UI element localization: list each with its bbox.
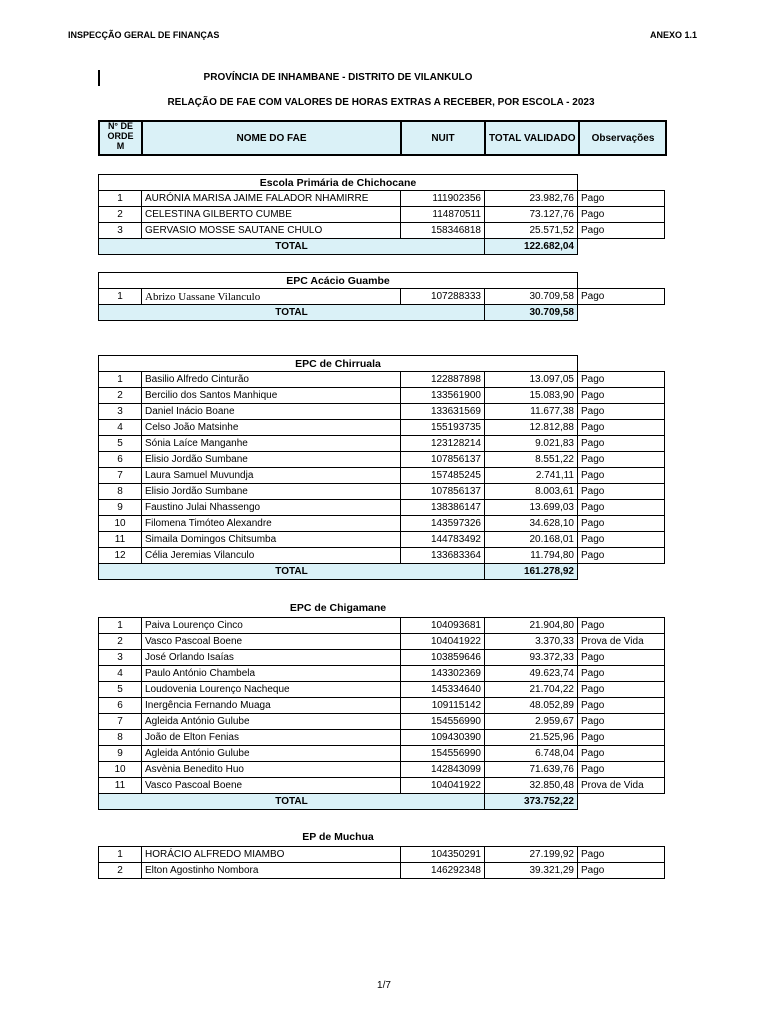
total-row: TOTAL 161.278,92: [99, 564, 665, 580]
title-report: RELAÇÃO DE FAE COM VALORES DE HORAS EXTRAS A RECEBER, POR ESCOLA - 2023: [167, 97, 595, 108]
header-annex: ANEXO 1.1: [650, 30, 698, 40]
col-total: TOTAL VALIDADO: [485, 121, 579, 155]
table-row: 11 Vasco Pascoal Boene 104041922 32.850,48 Prova de Vida: [99, 778, 665, 794]
table-row: 4 Celso João Matsinhe 155193735 12.812,88 Pago: [99, 420, 665, 436]
table-row: 10 Asvènia Benedito Huo 142843099 71.639,76 Pago: [99, 762, 665, 778]
table-row: 2 CELESTINA GILBERTO CUMBE 114870511 73.127,76 Pago: [99, 207, 665, 223]
col-ordem: N° DE ORDE M: [99, 121, 142, 155]
total-row: TOTAL 122.682,04: [99, 239, 665, 255]
table-row: 10 Filomena Timóteo Alexandre 143597326 34.628,10 Pago: [99, 516, 665, 532]
table-row: 3 GERVASIO MOSSE SAUTANE CHULO 158346818 25.571,52 Pago: [99, 223, 665, 239]
table-row: 4 Paulo António Chambela 143302369 49.623,74 Pago: [99, 666, 665, 682]
school-section: [98, 355, 665, 580]
table-row: 11 Simaila Domingos Chitsumba 144783492 20.168,01 Pago: [99, 532, 665, 548]
school-name: EPC Acácio Guambe: [99, 273, 578, 289]
table-row: 5 Sónia Laíce Manganhe 123128214 9.021,83 Pago: [99, 436, 665, 452]
table-row: 1 Basilio Alfredo Cinturão 122887898 13.097,05 Pago: [99, 372, 665, 388]
column-header: [98, 120, 667, 156]
table-row: 1 Abrizo Uassane Vilanculo 107288333 30.709,58 Pago: [99, 289, 665, 305]
table-row: 1 AURÓNIA MARISA JAIME FALADOR NHAMIRRE 111902356 23.982,76 Pago: [99, 191, 665, 207]
table-row: 3 José Orlando Isaías 103859646 93.372,33 Pago: [99, 650, 665, 666]
school-name: EP de Muchua: [302, 831, 374, 843]
col-nome: NOME DO FAE: [142, 121, 401, 155]
col-obs: Observações: [579, 121, 666, 155]
table-row: 3 Daniel Inácio Boane 133631569 11.677,38 Pago: [99, 404, 665, 420]
school-section: [98, 846, 665, 879]
table-row: 1 HORÁCIO ALFREDO MIAMBO 104350291 27.199,92 Pago: [99, 847, 665, 863]
table-row: 6 Inergência Fernando Muaga 109115142 48.052,89 Pago: [99, 698, 665, 714]
school-section: [98, 272, 665, 321]
table-row: 7 Laura Samuel Muvundja 157485245 2.741,11 Pago: [99, 468, 665, 484]
school-section: [98, 617, 665, 810]
school-name: EPC de Chigamane: [289, 602, 387, 614]
table-row: 8 João de Elton Fenias 109430390 21.525,96 Pago: [99, 730, 665, 746]
school-section: [98, 174, 665, 255]
col-nuit: NUIT: [401, 121, 485, 155]
table-row: 6 Elisio Jordão Sumbane 107856137 8.551,22 Pago: [99, 452, 665, 468]
total-row: TOTAL 373.752,22: [99, 794, 665, 810]
title-province: PROVÍNCIA DE INHAMBANE - DISTRITO DE VILANKULO: [203, 72, 473, 83]
table-row: 2 Bercilio dos Santos Manhique 133561900 15.083,90 Pago: [99, 388, 665, 404]
total-row: TOTAL 30.709,58: [99, 305, 665, 321]
school-name: Escola Primária de Chichocane: [99, 175, 578, 191]
table-row: 1 Paiva Lourenço Cinco 104093681 21.904,80 Pago: [99, 618, 665, 634]
table-row: 2 Elton Agostinho Nombora 146292348 39.321,29 Pago: [99, 863, 665, 879]
table-row: 7 Agleida António Gulube 154556990 2.959,67 Pago: [99, 714, 665, 730]
page-number: 1/7: [377, 980, 391, 991]
table-row: 9 Faustino Julai Nhassengo 138386147 13.699,03 Pago: [99, 500, 665, 516]
table-row: 8 Elisio Jordão Sumbane 107856137 8.003,61 Pago: [99, 484, 665, 500]
table-row: 12 Célia Jeremias Vilanculo 133683364 11.794,80 Pago: [99, 548, 665, 564]
header-org: INSPECÇÃO GERAL DE FINANÇAS: [68, 30, 220, 40]
school-name: EPC de Chirruala: [99, 356, 578, 372]
table-row: 9 Agleida António Gulube 154556990 6.748,04 Pago: [99, 746, 665, 762]
table-row: 2 Vasco Pascoal Boene 104041922 3.370,33 Prova de Vida: [99, 634, 665, 650]
table-row: 5 Loudovenia Lourenço Nacheque 145334640 21.704,22 Pago: [99, 682, 665, 698]
